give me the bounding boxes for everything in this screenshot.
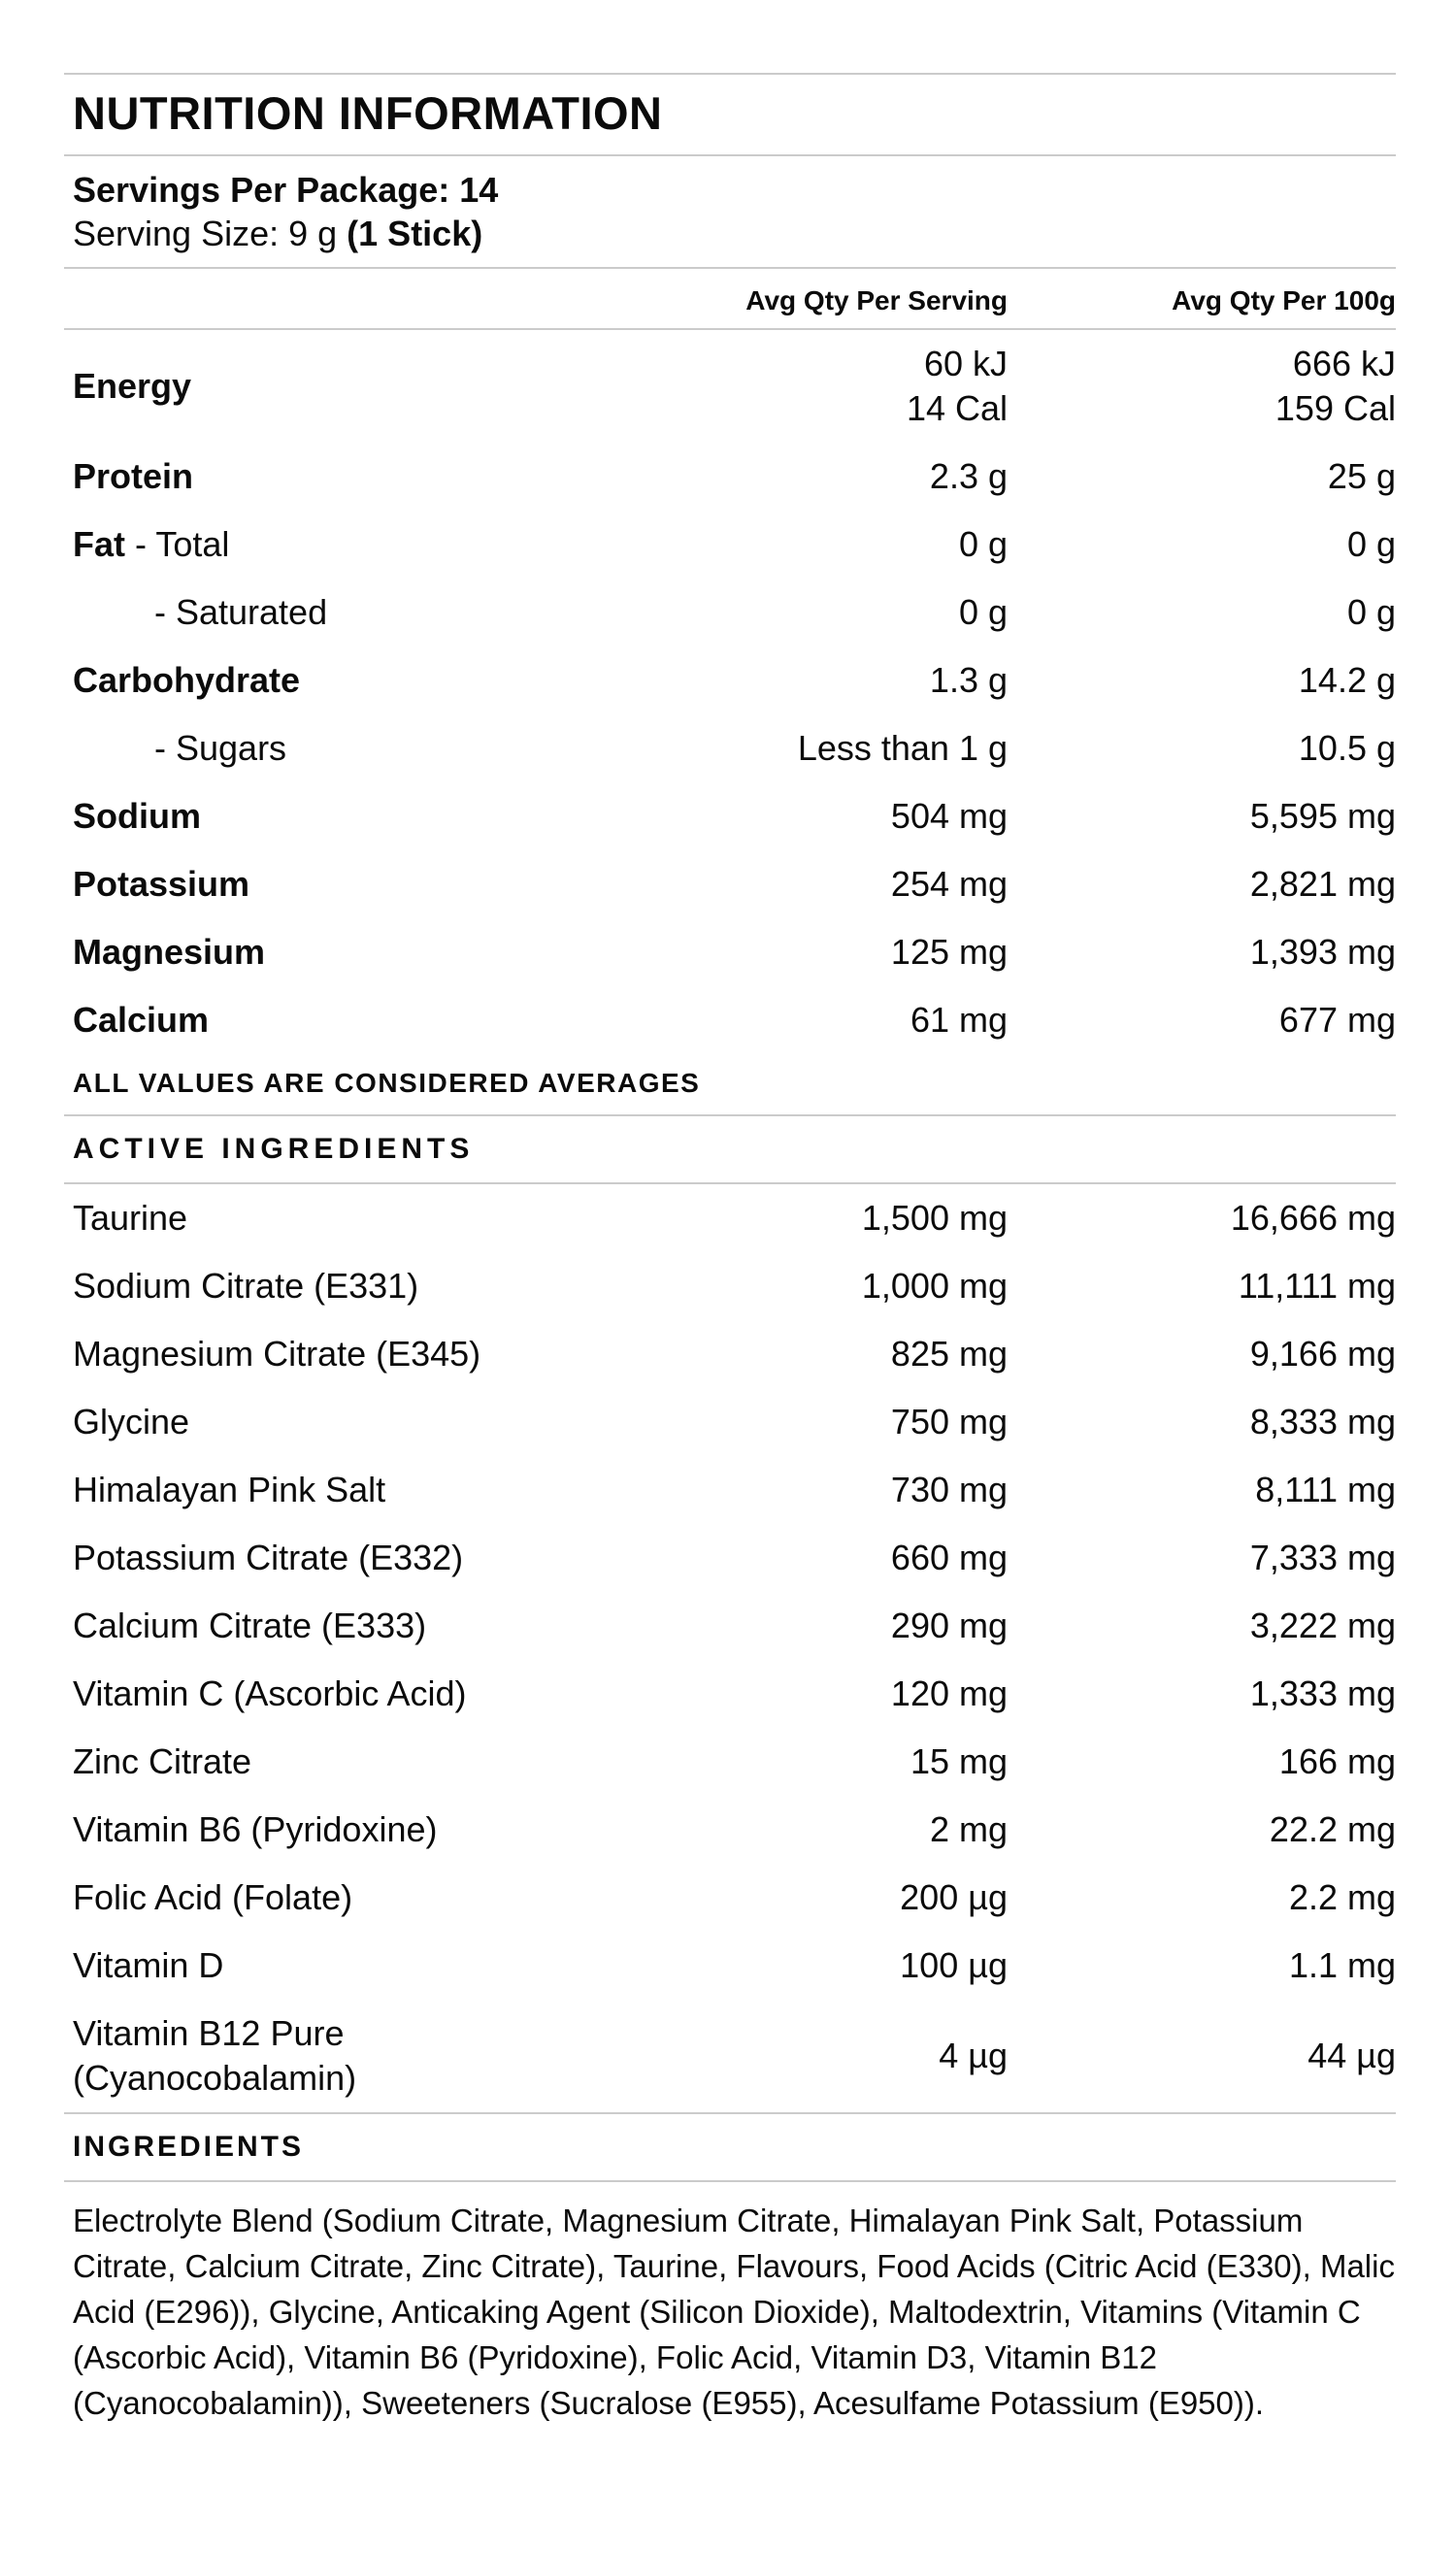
value-per-serving: 825 mg bbox=[890, 1334, 1008, 1374]
value-per-100g: 10.5 g bbox=[1298, 728, 1396, 768]
value-per-100g: 22.2 mg bbox=[1269, 1809, 1396, 1849]
value-per-100g: 0 g bbox=[1346, 592, 1396, 632]
active-ingredients-table bbox=[64, 1184, 1396, 2112]
nutrient-label: Energy bbox=[73, 366, 192, 406]
row-sodium-citrate bbox=[64, 1252, 1396, 1320]
value-per-serving: 61 mg bbox=[910, 1000, 1008, 1040]
row-vitamin-b6 bbox=[64, 1796, 1396, 1864]
row-taurine bbox=[64, 1184, 1396, 1252]
value-per-serving: Less than 1 g bbox=[797, 728, 1008, 768]
value-per-100g bbox=[1008, 342, 1396, 431]
value-per-serving: 254 mg bbox=[890, 864, 1008, 904]
energy-kj-serving: 60 kJ bbox=[923, 344, 1008, 383]
row-glycine bbox=[64, 1388, 1396, 1456]
active-label: Folic Acid (Folate) bbox=[73, 1877, 353, 1917]
value-per-100g: 25 g bbox=[1327, 456, 1396, 496]
row-vitamin-c bbox=[64, 1660, 1396, 1728]
value-per-serving: 730 mg bbox=[890, 1470, 1008, 1509]
b12-label-line2: (Cyanocobalamin) bbox=[73, 2058, 357, 2098]
value-per-serving: 660 mg bbox=[890, 1538, 1008, 1577]
averages-note: ALL VALUES ARE CONSIDERED AVERAGES bbox=[73, 1068, 701, 1098]
nutrient-label: - Saturated bbox=[154, 592, 328, 632]
active-label: Sodium Citrate (E331) bbox=[73, 1266, 419, 1306]
value-per-serving: 504 mg bbox=[890, 796, 1008, 836]
row-himalayan-pink-salt bbox=[64, 1456, 1396, 1524]
value-per-100g: 16,666 mg bbox=[1230, 1198, 1396, 1238]
active-label: Vitamin D bbox=[73, 1945, 224, 1985]
value-per-100g: 1.1 mg bbox=[1288, 1945, 1396, 1985]
servings-per-package: Servings Per Package: 14 bbox=[73, 170, 499, 210]
nutrient-label: Magnesium bbox=[73, 932, 266, 972]
nutrient-label: Carbohydrate bbox=[73, 660, 301, 700]
row-sodium bbox=[64, 782, 1396, 850]
active-label: Taurine bbox=[73, 1198, 188, 1238]
row-fat-total bbox=[64, 511, 1396, 579]
value-per-100g: 9,166 mg bbox=[1249, 1334, 1396, 1374]
value-per-serving: 4 µg bbox=[939, 2036, 1008, 2075]
title-bottom-rule bbox=[64, 154, 1396, 156]
serving-size-stick: (1 Stick) bbox=[347, 214, 483, 253]
energy-kj-100g: 666 kJ bbox=[1292, 344, 1396, 383]
value-per-100g: 7,333 mg bbox=[1249, 1538, 1396, 1577]
nutrient-label: Calcium bbox=[73, 1000, 210, 1040]
col-header-per-100g: Avg Qty Per 100g bbox=[1172, 285, 1396, 315]
col-header-per-serving: Avg Qty Per Serving bbox=[745, 285, 1008, 315]
value-per-serving: 2.3 g bbox=[929, 456, 1008, 496]
ingredients-text: Electrolyte Blend (Sodium Citrate, Magnesium Citrate, Himalayan Pink Salt, Potassium Citrate, Calcium Citrate, Zinc Citrate), Taurine, Flavours, Food Acids (Citric Acid (E330), Malic Acid (E296)), Glycine, Anticaking Agent (Silicon Dioxide), Maltodextrin, Vitamins (Vitamin C (Ascorbic Acid), Vitamin B6 (Pyridoxine), Folic Acid, Vitamin D3, Vitamin B12 (Cyanocobalamin)), Sweeteners (Sucralose (E955), Acesulfame Potassium (E950)). bbox=[73, 2203, 1395, 2421]
nutrient-label: Protein bbox=[73, 456, 194, 496]
row-vitamin-b12 bbox=[64, 2000, 1396, 2112]
energy-cal-100g: 159 Cal bbox=[1274, 388, 1396, 428]
value-per-serving: 0 g bbox=[958, 524, 1008, 564]
value-per-serving: 1,500 mg bbox=[861, 1198, 1008, 1238]
row-calcium bbox=[64, 986, 1396, 1054]
active-label: Vitamin C (Ascorbic Acid) bbox=[73, 1673, 467, 1713]
row-energy bbox=[64, 330, 1396, 443]
value-per-100g: 1,333 mg bbox=[1249, 1673, 1396, 1713]
value-per-serving: 2 mg bbox=[929, 1809, 1008, 1849]
nutrition-panel bbox=[64, 73, 1396, 2426]
active-label: Vitamin B6 (Pyridoxine) bbox=[73, 1809, 438, 1849]
nutrient-label: - Sugars bbox=[154, 728, 287, 768]
ingredients-header: INGREDIENTS bbox=[73, 2131, 305, 2163]
column-headers bbox=[64, 269, 1396, 328]
active-ingredients-header: ACTIVE INGREDIENTS bbox=[73, 1133, 475, 1165]
row-potassium-citrate bbox=[64, 1524, 1396, 1592]
value-per-serving: 1.3 g bbox=[929, 660, 1008, 700]
serving-size bbox=[73, 212, 1396, 255]
value-per-100g: 8,111 mg bbox=[1255, 1470, 1396, 1509]
value-per-serving: 290 mg bbox=[890, 1606, 1008, 1645]
page-title: NUTRITION INFORMATION bbox=[73, 87, 663, 139]
value-per-100g: 2.2 mg bbox=[1288, 1877, 1396, 1917]
ingredients-bottom-rule bbox=[64, 2180, 1396, 2182]
row-zinc-citrate bbox=[64, 1728, 1396, 1796]
active-label: Magnesium Citrate (E345) bbox=[73, 1334, 481, 1374]
nutrient-label bbox=[64, 523, 697, 566]
row-potassium bbox=[64, 850, 1396, 918]
value-per-serving: 1,000 mg bbox=[861, 1266, 1008, 1306]
active-label: Glycine bbox=[73, 1402, 190, 1441]
active-top-rule bbox=[64, 1114, 1396, 1116]
value-per-100g: 8,333 mg bbox=[1249, 1402, 1396, 1441]
value-per-100g: 677 mg bbox=[1278, 1000, 1396, 1040]
row-fat-saturated bbox=[64, 579, 1396, 646]
active-label: Calcium Citrate (E333) bbox=[73, 1606, 427, 1645]
b12-label-line1: Vitamin B12 Pure bbox=[73, 2013, 345, 2053]
active-label: Zinc Citrate bbox=[73, 1741, 252, 1781]
fat-label-rest: - Total bbox=[135, 524, 230, 564]
row-sugars bbox=[64, 714, 1396, 782]
row-vitamin-d bbox=[64, 1932, 1396, 2000]
value-per-serving: 200 µg bbox=[900, 1877, 1008, 1917]
row-protein bbox=[64, 443, 1396, 511]
value-per-serving: 750 mg bbox=[890, 1402, 1008, 1441]
active-label bbox=[64, 2011, 697, 2101]
value-per-100g: 2,821 mg bbox=[1249, 864, 1396, 904]
value-per-100g: 14.2 g bbox=[1298, 660, 1396, 700]
ingredients-top-rule bbox=[64, 2112, 1396, 2114]
active-label: Potassium Citrate (E332) bbox=[73, 1538, 464, 1577]
value-per-serving: 100 µg bbox=[900, 1945, 1008, 1985]
value-per-100g: 11,111 mg bbox=[1238, 1266, 1396, 1306]
top-rule bbox=[64, 73, 1396, 75]
row-magnesium bbox=[64, 918, 1396, 986]
row-carbohydrate bbox=[64, 646, 1396, 714]
row-magnesium-citrate bbox=[64, 1320, 1396, 1388]
nutrients-table bbox=[64, 330, 1396, 1054]
serving-size-prefix: Serving Size: 9 g bbox=[73, 214, 338, 253]
value-per-100g: 44 µg bbox=[1307, 2036, 1396, 2075]
value-per-100g: 0 g bbox=[1346, 524, 1396, 564]
nutrient-label: Sodium bbox=[73, 796, 201, 836]
serving-info bbox=[64, 168, 1396, 255]
fat-label-bold: Fat bbox=[73, 524, 125, 564]
nutrient-label: Potassium bbox=[73, 864, 250, 904]
value-per-serving: 125 mg bbox=[890, 932, 1008, 972]
value-per-100g: 5,595 mg bbox=[1249, 796, 1396, 836]
value-per-serving: 120 mg bbox=[890, 1673, 1008, 1713]
row-calcium-citrate bbox=[64, 1592, 1396, 1660]
value-per-serving bbox=[697, 342, 1008, 431]
value-per-100g: 1,393 mg bbox=[1249, 932, 1396, 972]
value-per-serving: 0 g bbox=[958, 592, 1008, 632]
row-folic-acid bbox=[64, 1864, 1396, 1932]
energy-cal-serving: 14 Cal bbox=[906, 388, 1008, 428]
value-per-100g: 166 mg bbox=[1278, 1741, 1396, 1781]
value-per-serving: 15 mg bbox=[910, 1741, 1008, 1781]
value-per-100g: 3,222 mg bbox=[1249, 1606, 1396, 1645]
active-label: Himalayan Pink Salt bbox=[73, 1470, 386, 1509]
